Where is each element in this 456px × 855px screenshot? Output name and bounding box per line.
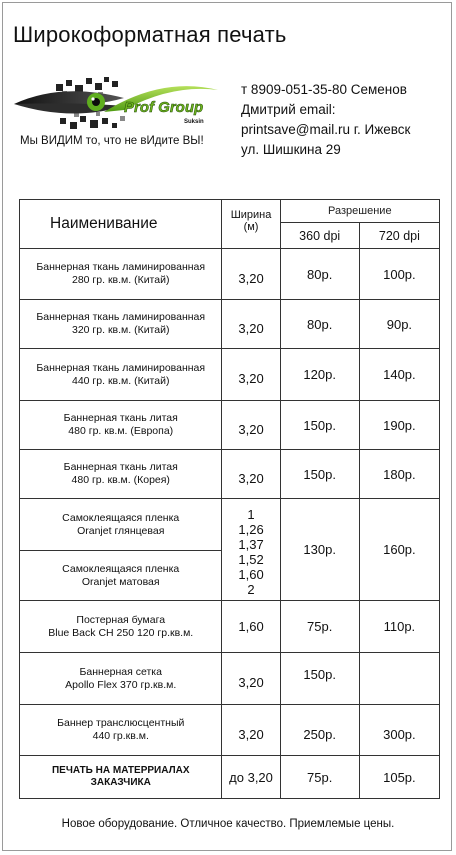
contact-line: т 8909-051-35-80 Семенов <box>241 82 407 97</box>
material-width: 3,20 <box>222 300 280 349</box>
price-360: 130р. <box>280 499 359 601</box>
film-width: 1,26 <box>238 521 264 537</box>
material-width: 3,20 <box>222 450 280 499</box>
price-360: 120р. <box>280 349 359 401</box>
material-width: 3,20 <box>222 705 280 756</box>
material-width: 3,20 <box>222 349 280 401</box>
price-360: 75р. <box>280 756 359 799</box>
material-width: 3,20 <box>222 401 280 450</box>
company-logo <box>12 76 226 132</box>
material-name: Самоклеящаяся пленка Oranjet глянцевая <box>20 499 222 551</box>
contact-line: Дмитрий email: <box>241 102 336 117</box>
material-name: Баннерная ткань ламинированная 280 гр. кв.м. (Китай) <box>20 249 222 300</box>
logo-brand: Prof Group <box>124 99 204 116</box>
material-width: 3,20 <box>222 249 280 300</box>
price-360: 150р. <box>280 450 359 499</box>
price-720: 180р. <box>359 450 439 499</box>
film-width: 2 <box>247 581 255 597</box>
material-width: 1,60 <box>222 601 280 653</box>
table-row <box>20 601 440 653</box>
table-row <box>20 499 440 551</box>
price-720 <box>359 653 439 705</box>
price-360: 150р. <box>280 653 359 705</box>
material-name: Баннерная ткань литая 480 гр. кв.м. (Корея) <box>20 450 222 499</box>
price-720: 110р. <box>359 601 439 653</box>
page-title: Широкоформатная печать <box>13 22 287 47</box>
film-width: 1,60 <box>238 566 264 582</box>
eye-logo-icon <box>12 76 226 132</box>
material-name: Баннерная ткань литая 480 гр. кв.м. (Европа) <box>20 401 222 450</box>
material-name: Баннер транслюсцентный 440 гр.кв.м. <box>20 705 222 756</box>
price-360: 250р. <box>280 705 359 756</box>
material-name: Баннерная ткань ламинированная 440 гр. кв.м. (Китай) <box>20 349 222 401</box>
slogan: Мы ВИДИМ то, что не вИдите ВЫ! <box>20 135 204 147</box>
material-name: Баннерная сетка Apollo Flex 370 гр.кв.м. <box>20 653 222 705</box>
table-row <box>20 349 440 401</box>
price-720: 90р. <box>359 300 439 349</box>
price-360: 150р. <box>280 401 359 450</box>
material-width: до 3,20 <box>222 756 280 799</box>
price-720: 140р. <box>359 349 439 401</box>
contact-block <box>241 80 410 160</box>
material-name: Баннерная ткань ламинированная 320 гр. кв.м. (Китай) <box>20 300 222 349</box>
contact-line: printsave@mail.ru г. Ижевск <box>241 122 411 137</box>
price-table <box>19 199 440 799</box>
material-name: ПЕЧАТЬ НА МАТЕРРИАЛАХ ЗАКАЗЧИКА <box>20 756 222 799</box>
contact-line: ул. Шишкина 29 <box>241 142 341 157</box>
film-width: 1,52 <box>238 551 264 567</box>
header-name: Наименивание <box>20 200 222 249</box>
material-name: Постерная бумага Blue Back CH 250 120 гр.кв.м. <box>20 601 222 653</box>
logo-sub: Suksin <box>184 119 204 125</box>
table-row <box>20 653 440 705</box>
table-row <box>20 756 440 799</box>
table-row <box>20 705 440 756</box>
price-720: 300р. <box>359 705 439 756</box>
footer-tagline: Новое оборудование. Отличное качество. Приемлемые цены. <box>61 818 395 830</box>
table-row <box>20 450 440 499</box>
film-width: 1,37 <box>238 536 264 552</box>
material-name: Самоклеящаяся пленка Oranjet матовая <box>20 551 222 601</box>
header-720dpi: 720 dpi <box>359 223 439 249</box>
price-720: 105р. <box>359 756 439 799</box>
film-widths <box>222 499 280 601</box>
material-width: 3,20 <box>222 653 280 705</box>
price-720: 190р. <box>359 401 439 450</box>
price-360: 75р. <box>280 601 359 653</box>
table-row <box>20 249 440 300</box>
header-resolution: Разрешение <box>280 200 439 223</box>
table-row <box>20 300 440 349</box>
price-360: 80р. <box>280 249 359 300</box>
header-width: Ширина (м) <box>222 200 280 249</box>
price-720: 100р. <box>359 249 439 300</box>
price-720: 160р. <box>359 499 439 601</box>
price-360: 80р. <box>280 300 359 349</box>
film-width: 1 <box>247 506 255 522</box>
header-360dpi: 360 dpi <box>280 223 359 249</box>
table-row <box>20 401 440 450</box>
